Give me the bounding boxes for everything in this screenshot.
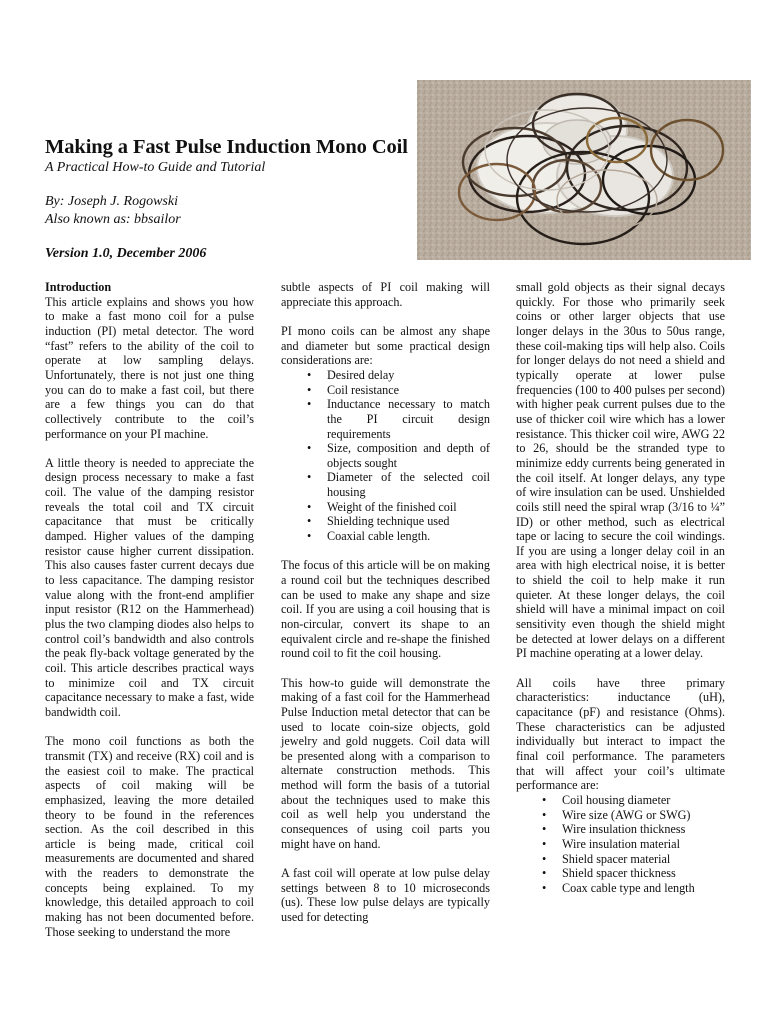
- paragraph: The focus of this article will be on making a round coil but the techniques described can be used to make any shape and size coil. If you are using a coil housing that is non-circular, convert its shape to an equivalent circle and re-shape the finished round coil to fit the coil housing.: [281, 558, 490, 661]
- paragraph: A fast coil will operate at low pulse delay settings between 8 to 10 microseconds (us). These low pulse delays are typically used for detecting: [281, 866, 490, 924]
- list-item: • Wire size (AWG or SWG): [562, 808, 725, 823]
- list-item: • Wire insulation material: [562, 837, 725, 852]
- paragraph: [45, 280, 254, 441]
- list-item: • Wire insulation thickness: [562, 822, 725, 837]
- paragraph: subtle aspects of PI coil making will appreciate this approach.: [281, 280, 490, 309]
- paragraph: This how-to guide will demonstrate the making of a fast coil for the Hammerhead Pulse Induction metal detector that can be used to locate coin-size objects, gold jewelry and gold nuggets. Coil data will be presented along with a comparison to alternate construction methods. This method will form the basis of a tutorial about the techniques used to make this coil as well help you understand the consequences of using coil parts you might have on hand.: [281, 675, 490, 851]
- design-considerations-list: [281, 368, 490, 544]
- list-item: • Coil housing diameter: [562, 793, 725, 808]
- performance-parameters-list: [516, 793, 725, 896]
- section-heading-introduction: Introduction: [45, 280, 112, 294]
- list-item: • Size, composition and depth of objects sought: [327, 441, 490, 470]
- list-item: • Shielding technique used: [327, 514, 490, 529]
- list-item: • Coil resistance: [327, 383, 490, 398]
- text-column-2: [281, 280, 490, 939]
- coil-photo: [417, 80, 751, 260]
- paragraph: All coils have three primary characteristics: inductance (uH), capacitance (pF) and resistance (Ohms). These characteristics can be adjusted individually but interact to impact the final coil performance. The parameters that will affect your coil’s ultimate performance are:: [516, 675, 725, 793]
- paragraph: small gold objects as their signal decays quickly. For those who primarily seek coins or other larger objects that use longer delays in the 30us to 50us range, these coil-making tips will help also. Coils for longer delays do not need a shield and typically operate at lower pulse frequencies (100 to 400 pulses per second) with higher peak current pulses due to the use of thicker coil wire which has a lower resistance. This thicker coil wire, AWG 22 to 26, should be the stranded type to minimize eddy currents being generated in the coil itself. At longer delays, any type of wire insulation can be used. Unshielded coils still need the spiral wrap (3/16 to ¼” ID) or other method, such as electrical tape or lacing to secure the coil windings. If you are using a longer delay coil in an area with high electrical noise, it is better to shield the coil to help make it run quieter. At these longer delays, the coil shield will have a minimal impact on coil sensitivity even though the shield might be detected at lower delays on a different PI machine operating at a lower delay.: [516, 280, 725, 661]
- paragraph: A little theory is needed to appreciate the design process necessary to make a fast coil. The value of the damping resistor reveals the total coil and TX circuit capacitance that must be critically damped. Higher values of the damping resistor cause higher current dissipation. This also causes faster current decays due to less capacitance. The damping resistor value along with the front-end amplifier input resistor (R12 on the Hammerhead) plus the two clamping diodes also helps to control coil’s bandwidth and also controls the peak fly-back voltage generated by the coil. This article describes practical ways to minimize coil and TX circuit capacitance necessary to make a fast, wide bandwidth coil.: [45, 455, 254, 719]
- list-item: • Diameter of the selected coil housing: [327, 470, 490, 499]
- alias-line: Also known as: bbsailor: [45, 212, 181, 227]
- coil-photo-icon: [417, 80, 751, 260]
- list-item: • Coax cable type and length: [562, 881, 725, 896]
- paragraph-text: This article explains and shows you how to make a fast mono coil for a pulse induction (PI) metal detector. The word “fast” refers to the ability of the coil to operate at low sampling delays. Unfortunately, there is not just one thing you can do to make a fast coil, but there are a few things you can do that collectively contribute to the coil’s performance on your PI machine.: [45, 294, 254, 441]
- list-item: • Shield spacer thickness: [562, 866, 725, 881]
- list-item: • Shield spacer material: [562, 852, 725, 867]
- document-title: Making a Fast Pulse Induction Mono Coil: [45, 136, 408, 158]
- text-column-1: [45, 280, 254, 954]
- list-item: • Inductance necessary to match the PI circuit design requirements: [327, 397, 490, 441]
- paragraph: PI mono coils can be almost any shape and diameter but some practical design considerations are:: [281, 323, 490, 368]
- author-line: By: Joseph J. Rogowski: [45, 194, 178, 209]
- text-column-3: [516, 280, 725, 910]
- list-item: • Coaxial cable length.: [327, 529, 490, 544]
- version-line: Version 1.0, December 2006: [45, 246, 207, 261]
- list-item: • Weight of the finished coil: [327, 500, 490, 515]
- paragraph: The mono coil functions as both the transmit (TX) and receive (RX) coil and is the easiest coil to make. The practical aspects of coil making will be emphasized, leaving the more detailed theory to be found in the references section. As the coil described in this article is being made, critical coil measurements are documented and shared with the readers to demonstrate the concepts being explained. To my knowledge, this detailed approach to coil making has not been documented before. Those seeking to understand the more: [45, 734, 254, 939]
- document-subtitle: A Practical How-to Guide and Tutorial: [45, 160, 266, 175]
- list-item: • Desired delay: [327, 368, 490, 383]
